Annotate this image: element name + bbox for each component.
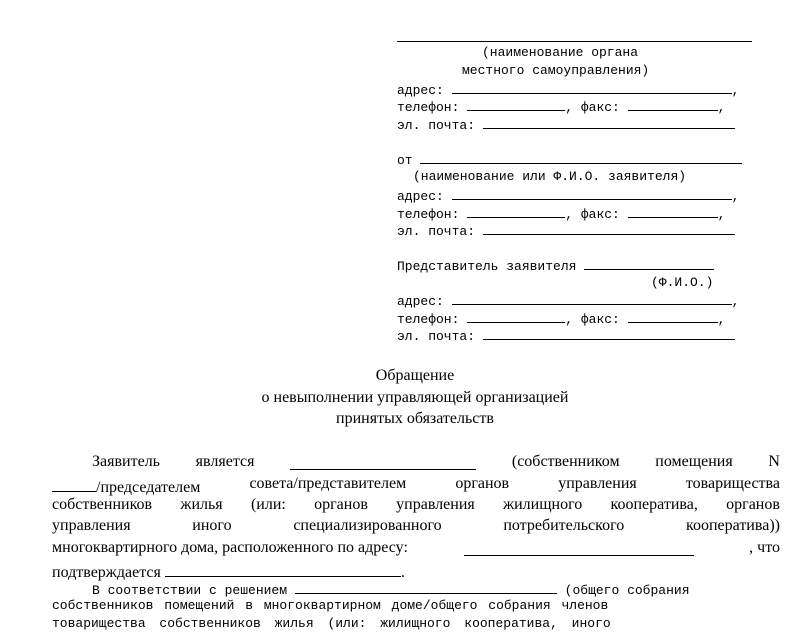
org-email-field[interactable] — [483, 115, 735, 129]
org-email-row — [397, 115, 735, 135]
org-phone-row — [397, 97, 725, 117]
phone-label: телефон: — [397, 312, 460, 327]
phrase: (общего собрания — [564, 583, 690, 598]
from-row — [397, 150, 742, 170]
word: N — [768, 453, 780, 470]
representative-name-field[interactable] — [584, 256, 714, 270]
word: собственников — [52, 496, 153, 513]
address-label: адрес: — [397, 189, 444, 204]
word: товарищества — [685, 475, 780, 492]
org-fax-field[interactable] — [628, 97, 718, 111]
applicant-phone-field[interactable] — [467, 204, 565, 218]
rep-email-row — [397, 326, 735, 346]
body-line-2 — [52, 475, 780, 497]
representative-label: Представитель заявителя — [397, 259, 577, 274]
word: кооператива, — [610, 496, 698, 513]
applicant-address-row — [397, 186, 739, 206]
premises-number-blank[interactable] — [52, 475, 96, 492]
word: органов — [314, 496, 368, 513]
applicant-fax-field[interactable] — [628, 204, 718, 218]
title-line-3: принятых обязательств — [336, 410, 494, 427]
body-line-4 — [52, 517, 780, 535]
org-caption-2: местного самоуправления) — [462, 63, 650, 78]
org-phone-field[interactable] — [467, 97, 565, 111]
applicant-name-field[interactable] — [420, 150, 742, 164]
phone-label: телефон: — [397, 100, 460, 115]
org-caption-1: (наименование органа — [482, 45, 639, 60]
applicant-email-field[interactable] — [483, 221, 735, 235]
fax-label: , факс: — [565, 312, 620, 327]
body-line-6 — [52, 560, 405, 582]
applicant-email-row — [397, 221, 735, 241]
comma: , — [717, 207, 726, 222]
title-line-1: Обращение — [375, 367, 455, 384]
org-name-line[interactable] — [397, 41, 752, 42]
org-address-field[interactable] — [452, 80, 732, 94]
phrase: В соответствии с решением — [92, 583, 288, 598]
decision-blank[interactable] — [295, 580, 557, 594]
body-line-1 — [92, 453, 780, 471]
word: (собственником — [511, 453, 620, 470]
word: является — [195, 453, 255, 470]
comma: , — [717, 312, 726, 327]
word: совета/представителем — [249, 475, 407, 492]
from-label: от — [397, 153, 413, 168]
word: управления — [558, 475, 637, 492]
applicant-caption: (наименование или Ф.И.О. заявителя) — [413, 169, 687, 184]
house-address-blank[interactable] — [464, 539, 694, 556]
confirmation-blank[interactable] — [165, 560, 401, 577]
word: подтверждается — [52, 564, 161, 581]
word: (или: — [250, 496, 286, 513]
phone-label: телефон: — [397, 207, 460, 222]
rep-address-row — [397, 291, 739, 311]
comma: , — [717, 100, 726, 115]
applicant-address-field[interactable] — [452, 186, 732, 200]
address-label: адрес: — [397, 294, 444, 309]
applicant-name-blank[interactable] — [290, 453, 476, 470]
word: жилищного — [503, 496, 583, 513]
word: /председателем — [96, 479, 201, 496]
address-label: адрес: — [397, 83, 444, 98]
period: . — [400, 564, 405, 581]
fax-label: , факс: — [565, 207, 620, 222]
word: иного — [192, 517, 232, 534]
email-label: эл. почта: — [397, 329, 476, 344]
word: кооператива)) — [686, 517, 780, 534]
comma: , — [731, 83, 740, 98]
word: потребительского — [503, 517, 625, 534]
mono-line-3: товарищества собственников жилья (или: жилищного кооператива, иного — [52, 616, 611, 631]
rep-fax-field[interactable] — [628, 309, 718, 323]
word: органов — [455, 475, 510, 492]
email-label: эл. почта: — [397, 118, 476, 133]
word: управления — [52, 517, 131, 534]
title-line-2: о невыполнении управляющей организацией — [261, 389, 569, 406]
word: жилья — [180, 496, 223, 513]
word: управления — [396, 496, 475, 513]
email-label: эл. почта: — [397, 224, 476, 239]
representative-caption: (Ф.И.О.) — [651, 275, 714, 290]
comma: , — [731, 294, 740, 309]
word: Заявитель — [92, 453, 160, 470]
word: органов — [726, 496, 780, 513]
fax-label: , факс: — [565, 100, 620, 115]
word: специализированного — [293, 517, 442, 534]
word: помещения — [655, 453, 733, 470]
rep-address-field[interactable] — [452, 291, 732, 305]
comma: , — [731, 189, 740, 204]
address-phrase: многоквартирного дома, расположенного по адресу: — [52, 539, 408, 556]
body-line-5 — [52, 539, 780, 557]
rep-phone-field[interactable] — [467, 309, 565, 323]
mono-line-2: собственников помещений в многоквартирном доме/общего собрания членов — [52, 598, 609, 613]
representative-row — [397, 256, 714, 276]
rep-email-field[interactable] — [483, 326, 735, 340]
body-line-3 — [52, 496, 780, 514]
word: , что — [749, 539, 780, 556]
